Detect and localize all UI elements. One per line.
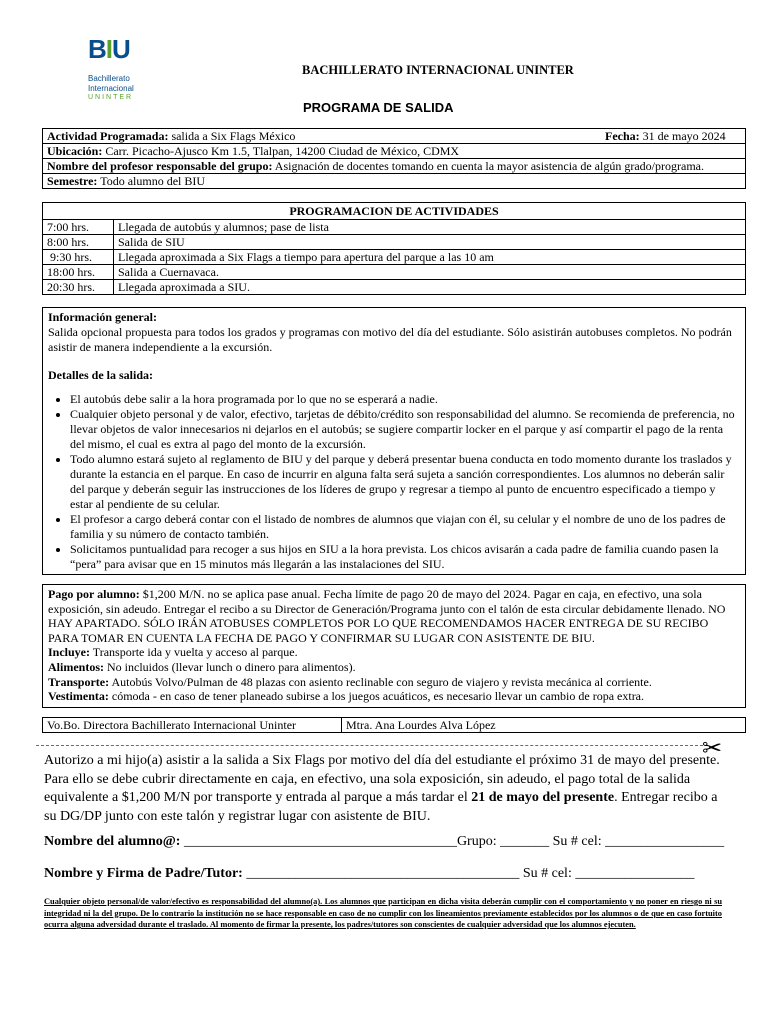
location-row (43, 144, 746, 159)
cel-field[interactable]: _________________ (605, 834, 725, 849)
group-field[interactable]: _______ (500, 834, 550, 849)
cut-line (36, 745, 708, 746)
food-label: Alimentos: (48, 659, 104, 674)
student-name-field[interactable]: _______________________________________ (183, 834, 457, 849)
food-text: No incluidos (llevar lunch o dinero para alimentos). (107, 659, 356, 674)
table-row (43, 220, 746, 235)
parent-name-label: Nombre y Firma de Padre/Tutor: (44, 866, 243, 881)
logo-line-1: Bachillerato (88, 74, 130, 83)
semester-cell (43, 174, 746, 189)
auth-deadline: 21 de mayo del presente (471, 790, 615, 805)
parent-cel-label: Su # cel: (522, 866, 572, 881)
date-field (605, 129, 726, 143)
date-value: 31 de mayo 2024 (642, 129, 726, 143)
transport-text: Autobús Volvo/Pulman de 48 plazas con asiento reclinable con seguro de viajero y revista mecánica al corriente. (111, 674, 652, 689)
location-cell (43, 144, 746, 159)
list-item: • El autobús debe salir a la hora programada por lo que no se esperará a nadie. (70, 392, 740, 407)
school-name: BACHILLERATO INTERNACIONAL UNINTER (302, 63, 574, 77)
parent-cel-field[interactable]: _________________ (575, 866, 695, 881)
activity-time: 20:30 hrs. (43, 280, 114, 295)
activity-info-table (42, 128, 746, 189)
activity-desc: Llegada aproximada a SIU. (114, 280, 746, 295)
activity-row (43, 129, 746, 144)
list-item: • Solicitamos puntualidad para recoger a sus hijos en SIU a la hora prevista. Los chicos avisarán a cada padre de familia cuando pasen la “pera” para avisar que en 15 minutos más llegarán a las instalaciones del SIU. (70, 542, 740, 572)
table-row (43, 250, 746, 265)
general-heading: Información general: (48, 310, 157, 324)
payment-text: $1,200 M/N. no se aplica pase anual. Fecha límite de pago 20 de mayo del 2024. Pagar en caja, en efectivo, una sola exposición, sin adeudo. Entregar el recibo a su Director de Generación/Programa junto con el talón de esta circular debidamente llenado. NO HAY APARTADO. SÓLO IRÁN ATOBUSES COMPLETOS POR LO QUE RECOMENDAMOS HACER ENTREGA DE SU RECIBO PARA TOMAR EN CUENTA LA FECHA DE PAGO Y CONFIRMAR SU LUGAR CON ASISTENTE DE BIU. (48, 587, 726, 645)
location-label: Ubicación: (47, 144, 103, 158)
details-heading: Detalles de la salida: (48, 368, 153, 382)
list-item: • Todo alumno estará sujeto al reglamento de BIU y del parque y deberá presentar buena conducta en todo momento durante los traslados y durante la estancia en el parque. En caso de incurrir en alguna falta será sujeta a sanción correspondientes. Los alumnos no deberán salir del parque y deberán seguir las instrucciones de los líderes de grupo y regresar a tiempo al punto de encuentro especificado a tiempo y estar al pendiente de su celular. (70, 452, 740, 512)
activity-time: 8:00 hrs. (43, 235, 114, 250)
payment-label: Pago por alumno: (48, 587, 140, 601)
list-item: • Cualquier objeto personal y de valor, efectivo, tarjetas de débito/crédito son responsabilidad del alumno. Se recomienda de preferencia, no llevar objetos de valor innecesarios ni dejarlos en el autobús; se sugiere compartir locker en el parque y así compartir el pago de la renta del mismo, el cual es extra al pago del monto de la excursión. (70, 407, 740, 452)
general-text: Salida opcional propuesta para todos los grados y programas con motivo del día del estudiante. Sólo asistirán autobuses completos. No podrán asistir de manera independiente a la excursión. (48, 325, 732, 354)
activity-cell (43, 129, 746, 144)
teacher-label: Nombre del profesor responsable del grupo: (47, 159, 273, 173)
includes-text: Transporte ida y vuelta y acceso al parque. (92, 645, 298, 660)
director-name: Mtra. Ana Lourdes Alva López (342, 718, 746, 733)
disclaimer-text: Cualquier objeto personal/de valor/efectivo es responsabilidad del alumno(a). Los alumnos que participan en dicha visita deberán cumplir con el comportamiento y no poner en riesgo ni su integridad ni la del grupo. De lo contrario la institución no se hace responsable en caso de no cumplir con los lineamientos previamente establecidos por los alumnos o de que en caso fortuito ocurra alguna adversidad durante el traslado. Al momento de firmar la presente, los padres/tutores son conscientes de cualquier adversidad que los alumnos ejecuten. (44, 897, 722, 930)
teacher-value: Asignación de docentes tomando en cuenta la mayor asistencia de algún grado/programa. (274, 159, 704, 173)
auth-text-start: Autorizo a mi hijo(a) asistir a la salida a Six Flags por motivo del día del estudiante el próximo 31 de mayo del presente. Para ello se debe cubrir directamente en caja, en efectivo, una sola exposición, sin adeudo, el pago total de la salida equivalente a $1,200 M/N por transporte y entrada al parque a más tardar el (44, 753, 720, 805)
clothing-label: Vestimenta: (48, 689, 109, 704)
group-label: Grupo: (456, 834, 497, 849)
semester-label: Semestre: (47, 174, 98, 188)
logo-mark-accent: I (105, 34, 113, 64)
table-row (43, 235, 746, 250)
semester-row (43, 174, 746, 189)
table-row (43, 265, 746, 280)
scissors-icon: ✂ (702, 734, 723, 762)
activity-desc: Llegada de autobús y alumnos; pase de lista (114, 220, 746, 235)
activity-desc: Salida de SIU (114, 235, 746, 250)
logo-mark: BIU (88, 34, 130, 64)
date-label: Fecha: (605, 129, 640, 143)
student-name-label: Nombre del alumno@: (44, 834, 181, 849)
auth-text-end: . Entregar recibo a su DG/DP junto con este talón y registrar lugar con asistente de BIU. (44, 790, 718, 824)
signature-table (42, 717, 746, 733)
logo-line-2: Internacional (88, 84, 134, 93)
clothing-text: cómoda - en caso de tener planeado subirse a los juegos acuáticos, es necesario llevar un cambio de ropa extra. (111, 689, 645, 704)
payment-box (42, 584, 746, 708)
activity-label: Actividad Programada: (47, 129, 169, 143)
location-value: Carr. Picacho-Ajusco Km 1.5, Tlalpan, 14200 Ciudad de México, CDMX (105, 144, 460, 158)
list-item: • El profesor a cargo deberá contar con el listado de nombres de alumnos que viajan con él, su celular y el nombre de uno de los padres de familia y su número de contacto también. (70, 512, 740, 542)
parent-name-field[interactable]: _______________________________________ (246, 866, 520, 881)
activity-time: 18:00 hrs. (43, 265, 114, 280)
page-title: PROGRAMA DE SALIDA (303, 100, 454, 115)
details-list (48, 392, 740, 572)
transport-label: Transporte: (48, 674, 110, 689)
cel-label: Su # cel: (552, 834, 602, 849)
activity-desc: Salida a Cuernavaca. (114, 265, 746, 280)
director-signature: Vo.Bo. Directora Bachillerato Internacional Uninter (43, 718, 342, 733)
semester-value: Todo alumno del BIU (100, 174, 206, 188)
teacher-cell (43, 159, 746, 174)
activities-table (42, 202, 746, 295)
includes-label: Incluye: (48, 645, 90, 660)
school-logo (86, 34, 142, 104)
teacher-row (43, 159, 746, 174)
logo-line-3: UNINTER (88, 94, 134, 101)
authorization-text (44, 752, 726, 826)
activity-time: 7:00 hrs. (43, 220, 114, 235)
activity-value: salida a Six Flags México (171, 129, 296, 143)
activity-time: 9:30 hrs. (43, 250, 114, 265)
general-info-box (42, 307, 746, 575)
student-name-line (44, 834, 724, 850)
activity-desc: Llegada aproximada a Six Flags a tiempo para apertura del parque a las 10 am (114, 250, 746, 265)
activities-title: PROGRAMACION DE ACTIVIDADES (43, 203, 746, 220)
parent-name-line (44, 866, 694, 882)
table-row (43, 280, 746, 295)
